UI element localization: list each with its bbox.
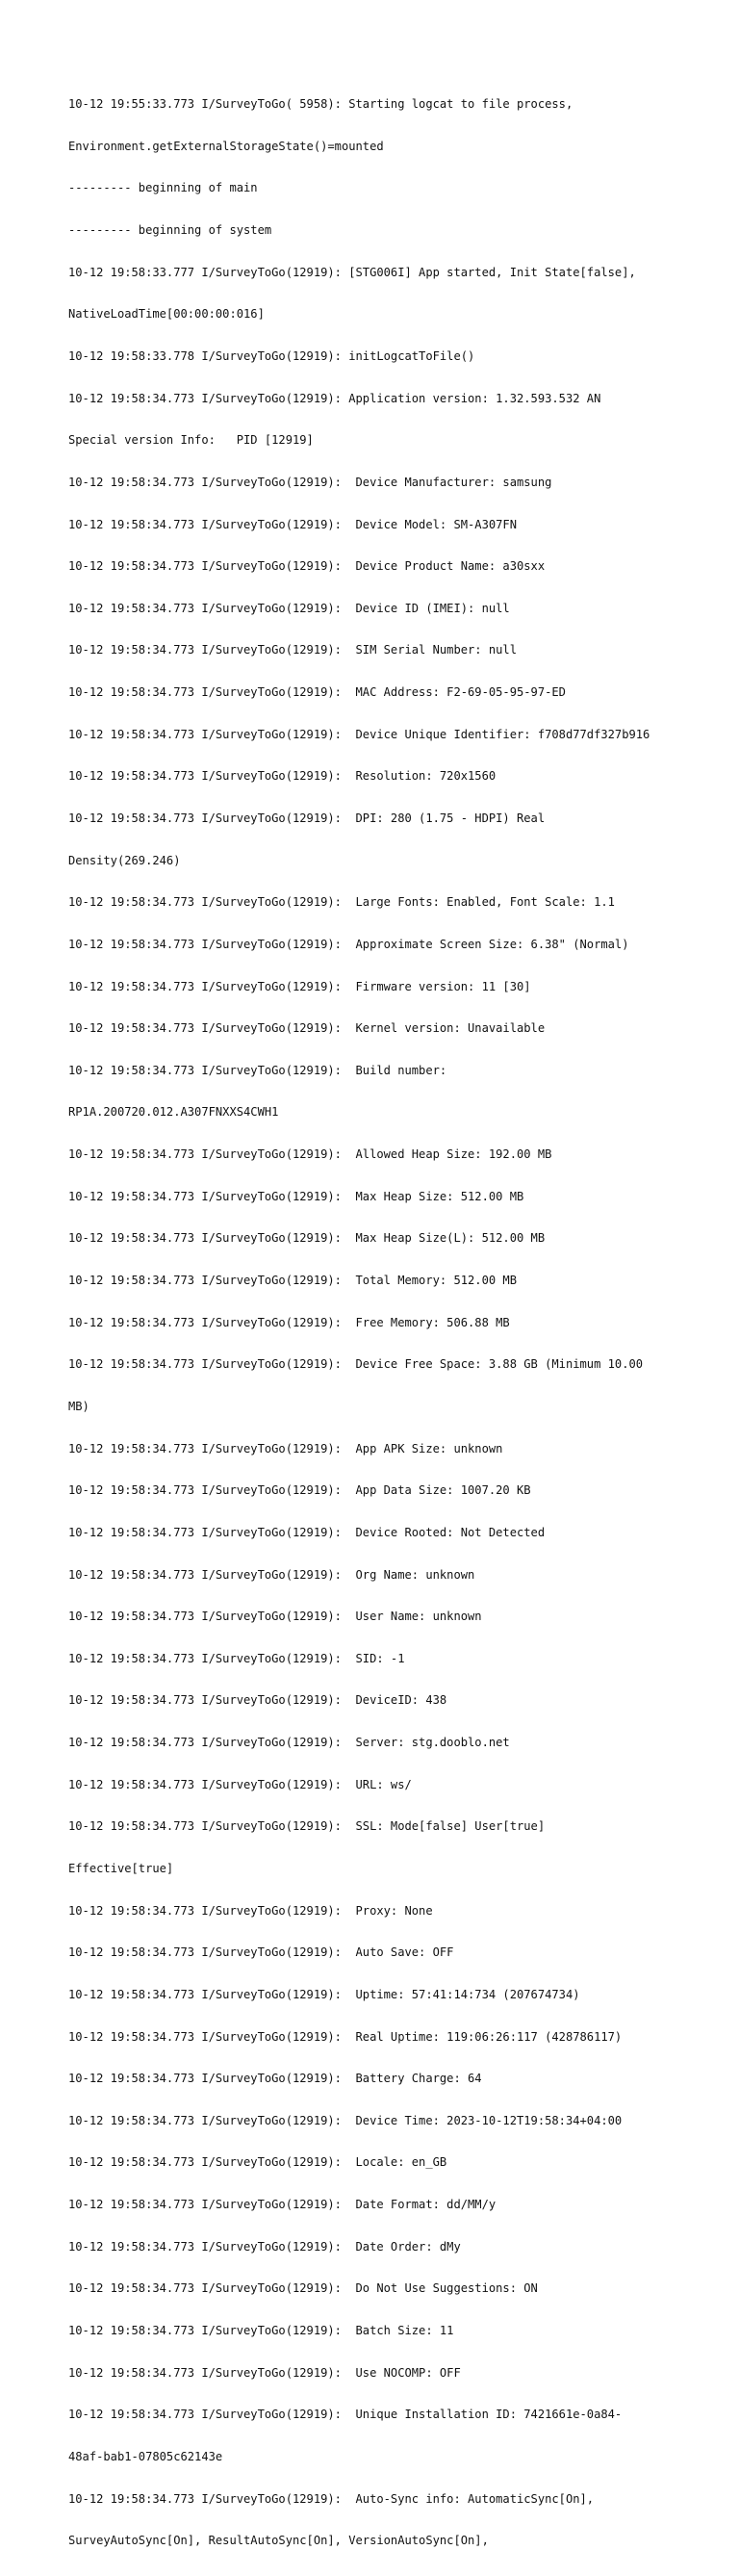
log-line: 10-12 19:58:34.773 I/SurveyToGo(12919): Auto Save: OFF [68, 1945, 454, 1960]
log-line: 10-12 19:58:34.773 I/SurveyToGo(12919): App APK Size: unknown [68, 1441, 503, 1455]
log-line: 10-12 19:58:34.773 I/SurveyToGo(12919): Use NOCOMP: OFF [68, 2365, 461, 2380]
log-line: 10-12 19:58:34.773 I/SurveyToGo(12919): URL: ws/ [68, 1777, 412, 1791]
logcat-text-body [68, 69, 684, 2576]
log-line: 10-12 19:55:33.773 I/SurveyToGo( 5958): Starting logcat to file process, [68, 97, 573, 112]
log-line: 10-12 19:58:33.778 I/SurveyToGo(12919): initLogcatToFile() [68, 348, 475, 363]
log-line: 10-12 19:58:34.773 I/SurveyToGo(12919): Device ID (IMEI): null [68, 601, 510, 615]
log-line: 10-12 19:58:34.773 I/SurveyToGo(12919): Auto-Sync info: AutomaticSync[On], [68, 2491, 595, 2506]
log-line: 10-12 19:58:34.773 I/SurveyToGo(12919): Total Memory: 512.00 MB [68, 1274, 517, 1288]
log-line: 10-12 19:58:34.773 I/SurveyToGo(12919): Device Time: 2023-10-12T19:58:34+04:00 [68, 2113, 623, 2127]
log-line: RP1A.200720.012.A307FNXXS4CWH1 [68, 1105, 279, 1120]
log-line: 48af-bab1-07805c62143e [68, 2449, 223, 2463]
log-line: 10-12 19:58:34.773 I/SurveyToGo(12919): Device Product Name: a30sxx [68, 559, 546, 574]
log-line: 10-12 19:58:34.773 I/SurveyToGo(12919): MAC Address: F2-69-05-95-97-ED [68, 685, 566, 700]
log-line: MB) [68, 1399, 89, 1413]
log-line: 10-12 19:58:34.773 I/SurveyToGo(12919): App Data Size: 1007.20 KB [68, 1483, 531, 1498]
log-line: 10-12 19:58:34.773 I/SurveyToGo(12919): SIM Serial Number: null [68, 643, 517, 657]
log-line: 10-12 19:58:34.773 I/SurveyToGo(12919): Firmware version: 11 [30] [68, 979, 531, 993]
log-line: 10-12 19:58:34.773 I/SurveyToGo(12919): Proxy: None [68, 1903, 433, 1918]
log-line: SurveyAutoSync[On], ResultAutoSync[On], VersionAutoSync[On], [68, 2534, 489, 2548]
log-line: 10-12 19:58:34.773 I/SurveyToGo(12919): Max Heap Size(L): 512.00 MB [68, 1231, 546, 1246]
log-line: 10-12 19:58:34.773 I/SurveyToGo(12919): Device Free Space: 3.88 GB (Minimum 10.00 [68, 1357, 644, 1372]
log-line: 10-12 19:58:34.773 I/SurveyToGo(12919): Batch Size: 11 [68, 2324, 454, 2338]
log-line: --------- beginning of main [68, 181, 258, 195]
log-line: 10-12 19:58:34.773 I/SurveyToGo(12919): Org Name: unknown [68, 1567, 475, 1582]
log-line: 10-12 19:58:34.773 I/SurveyToGo(12919): SID: -1 [68, 1651, 405, 1665]
log-line: 10-12 19:58:34.773 I/SurveyToGo(12919): Device Unique Identifier: f708d77df327b916 [68, 727, 650, 741]
log-line: 10-12 19:58:34.773 I/SurveyToGo(12919): Free Memory: 506.88 MB [68, 1315, 510, 1329]
log-line: 10-12 19:58:34.773 I/SurveyToGo(12919): Large Fonts: Enabled, Font Scale: 1.1 [68, 895, 615, 910]
log-line: 10-12 19:58:34.773 I/SurveyToGo(12919): Server: stg.dooblo.net [68, 1736, 510, 1750]
log-line: 10-12 19:58:34.773 I/SurveyToGo(12919): Max Heap Size: 512.00 MB [68, 1189, 524, 1203]
log-line: NativeLoadTime[00:00:00:016] [68, 307, 265, 322]
log-line: Density(269.246) [68, 853, 181, 867]
log-line: 10-12 19:58:34.773 I/SurveyToGo(12919): Device Model: SM-A307FN [68, 517, 517, 531]
log-line: 10-12 19:58:34.773 I/SurveyToGo(12919): SSL: Mode[false] User[true] [68, 1819, 546, 1834]
log-line: 10-12 19:58:34.773 I/SurveyToGo(12919): Date Order: dMy [68, 2239, 461, 2254]
log-line: 10-12 19:58:34.773 I/SurveyToGo(12919): Locale: en_GB [68, 2155, 447, 2170]
log-line: Special version Info: PID [12919] [68, 433, 314, 448]
log-line: 10-12 19:58:34.773 I/SurveyToGo(12919): DeviceID: 438 [68, 1693, 447, 1708]
log-line: 10-12 19:58:34.773 I/SurveyToGo(12919): Unique Installation ID: 7421661e-0a84- [68, 2408, 623, 2422]
log-line: 10-12 19:58:34.773 I/SurveyToGo(12919): Device Rooted: Not Detected [68, 1525, 546, 1539]
log-line: 10-12 19:58:34.773 I/SurveyToGo(12919): Build number: [68, 1063, 447, 1077]
log-line: 10-12 19:58:34.773 I/SurveyToGo(12919): Battery Charge: 64 [68, 2072, 482, 2086]
log-line: 10-12 19:58:33.777 I/SurveyToGo(12919): [STG006I] App started, Init State[false], [68, 265, 636, 279]
log-line: 10-12 19:58:34.773 I/SurveyToGo(12919): Date Format: dd/MM/y [68, 2198, 497, 2212]
log-line: 10-12 19:58:34.773 I/SurveyToGo(12919): Allowed Heap Size: 192.00 MB [68, 1147, 552, 1162]
log-line: 10-12 19:58:34.773 I/SurveyToGo(12919): Real Uptime: 119:06:26:117 (428786117) [68, 2029, 623, 2044]
log-line: 10-12 19:58:34.773 I/SurveyToGo(12919): Kernel version: Unavailable [68, 1021, 546, 1036]
log-line: 10-12 19:58:34.773 I/SurveyToGo(12919): Application version: 1.32.593.532 AN [68, 391, 601, 405]
log-line: 10-12 19:58:34.773 I/SurveyToGo(12919): Uptime: 57:41:14:734 (207674734) [68, 1987, 580, 2001]
log-line: 10-12 19:58:34.773 I/SurveyToGo(12919): Do Not Use Suggestions: ON [68, 2281, 538, 2296]
log-line: 10-12 19:58:34.773 I/SurveyToGo(12919): User Name: unknown [68, 1610, 482, 1624]
log-line: Environment.getExternalStorageState()=mounted [68, 139, 384, 153]
log-line: Effective[true] [68, 1862, 174, 1875]
log-line: --------- beginning of system [68, 223, 272, 238]
log-line: 10-12 19:58:34.773 I/SurveyToGo(12919): DPI: 280 (1.75 - HDPI) Real [68, 811, 546, 825]
log-line: 10-12 19:58:34.773 I/SurveyToGo(12919): Device Manufacturer: samsung [68, 475, 552, 489]
log-line: 10-12 19:58:34.773 I/SurveyToGo(12919): Resolution: 720x1560 [68, 769, 497, 784]
log-line: 10-12 19:58:34.773 I/SurveyToGo(12919): Approximate Screen Size: 6.38" (Normal) [68, 937, 629, 951]
